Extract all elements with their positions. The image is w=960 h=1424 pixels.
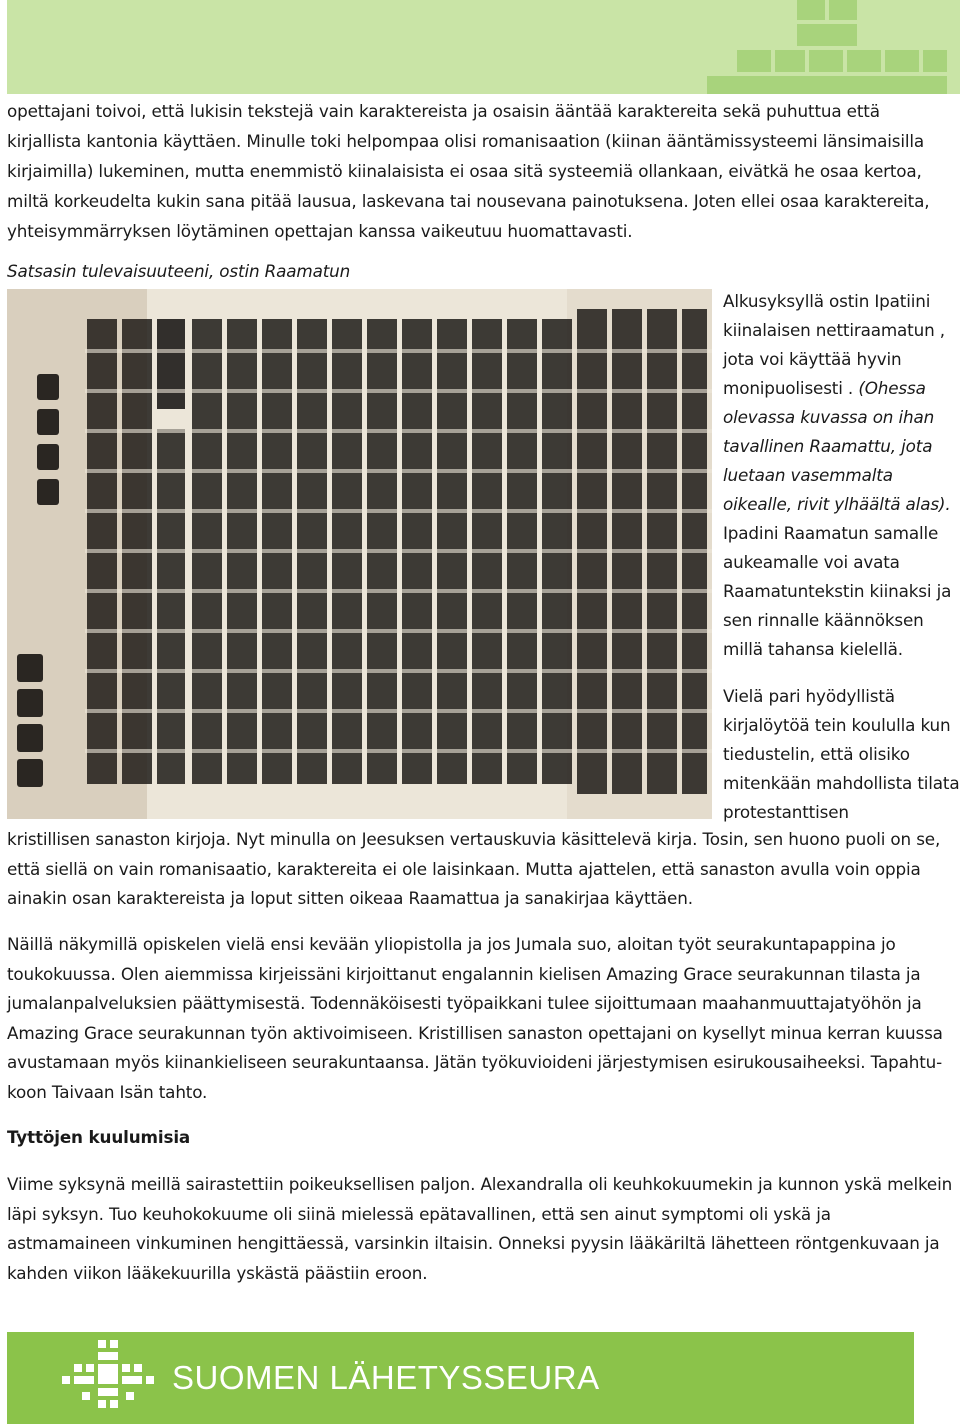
footer-banner (7, 1332, 914, 1424)
side-para-1-rest: Ipadini Raamatun samalle aukeamalle voi avata Raamatuntekstin kiinaksi ja sen rinnalle käännöksen millä tahansa kielellä. (723, 523, 952, 659)
books-paragraph: kristillisen sanaston kirjoja. Nyt minulla on Jeesuksen vertauskuvia käsittelevä kirja. Tosin, sen huono puoli on se, että siellä on vain romanisaatio, karaktereita ei ole laisinkaan. Mutta ajattelen, että sanaston avulla voin oppia ainakin osan karaktereista ja loput sitten oikeaa Raamattua ja sanakirjaa käyttäen. (7, 829, 941, 908)
pixel-cross-logo (697, 0, 960, 94)
header-banner (7, 0, 960, 94)
girls-news-paragraph: Viime syksynä meillä sairastettiin poikeuksellisen paljon. Alexandralla oli keuhkokuumekin ja kunnon yskä melkein läpi syksyn. Tuo keuhokokuume oli siinä mielessä epätavallinen, että sen ainut symptomi oli yskä ja astmamaineen vinkuminen hengittäessä, varsinkin iltaisin. Onneksi pyysin lääkäriltä lähetteen röntgenkuvaan ja kahden viikon lääkekuurilla yskästä päästiin eroon. (7, 1174, 953, 1283)
chinese-bible-photo (7, 289, 712, 819)
side-para-1-plain: Alkusyksyllä ostin Ipatiini kiinalaisen nettiraamatun , jota voi käyttää hyvin monipuolisesti . (723, 291, 945, 398)
work-plans-paragraph: Näillä näkymillä opiskelen vielä ensi kevään yliopistolla ja jos Jumala suo, aloitan työt seurakuntapappina jo toukokuussa. Olen aiemmissa kirjeissäni kirjoittanut engalannin kielisen Amazing Grace seurakunnan tilasta ja jumalanpalveluksien päättymisestä. Todennäköisesti työpaikkani tulee sijoittumaan maahanmuuttajatyöhön ja Amazing Grace seurakunnan työn aktivoimiseen. Kristillisen sanaston opettajani on kysellyt minua kerran kuussa avustamaan myös kiinankieliseen seurakuntaansa. Jätän työkuvioideni järjestymisen esirukousaiheeksi. Tapahtu-koon Taivaan Isän tahto. (7, 934, 943, 1102)
footer-brand-name: SUOMEN LÄHETYSSEURA (172, 1359, 600, 1396)
bible-description-sidebar (723, 287, 960, 827)
bible-page-image (7, 289, 712, 819)
cross-logo-icon (62, 1340, 154, 1416)
side-para-1-italic: (Ohessa olevassa kuvassa on ihan tavallinen Raamattu, jota luetaan vasemmalta oikealle, rivit ylhäältä alas). (723, 378, 951, 514)
section-heading-bible: Satsasin tulevaisuuteeni, ostin Raamatun (7, 261, 351, 281)
intro-paragraph: opettajani toivoi, että lukisin tekstejä vain karaktereista ja osaisin ääntää karaktereita sekä puhuttua että kirjallista kantonia käyttäen. Minulle toki helpompaa olisi romanisaation (kiinan ääntämissysteemi länsimaisilla kirjaimilla) lukeminen, mutta enemmistö kiinalaisista ei osaa sitä systeemiä ollankaan, eivätkä he osaa kertoa, miltä korkeudelta kukin sana pitää lausua, laskevana tai nousevana painotuksena. Joten ellei osaa karaktereita, yhteisymmärryksen löytäminen opettajan kanssa vaikeutuu huomattavasti. (7, 101, 930, 241)
side-paragraph-2: Vielä pari hyödyllistä kirjalöytöä tein koululla kun tiedustelin, että olisiko mitenkään mahdollista tilata protestanttisen (723, 686, 960, 822)
side-paragraph-1 (723, 287, 960, 664)
section-heading-girls: Tyttöjen kuulumisia (7, 1127, 191, 1147)
